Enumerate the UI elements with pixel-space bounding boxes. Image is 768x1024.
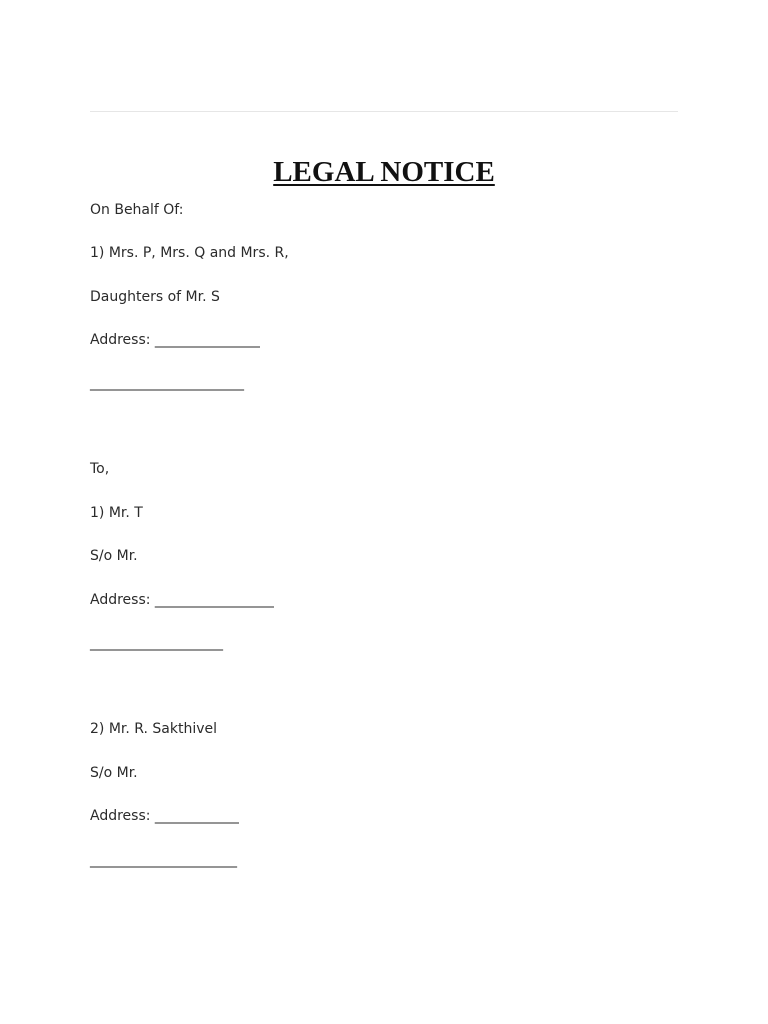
recipient-2-address-line-2: _____________________ (90, 852, 237, 868)
recipient-2-address-field: Address: ____________ (90, 808, 239, 824)
to-label: To, (90, 461, 110, 477)
sender-address-line-2: ______________________ (90, 375, 244, 391)
recipient-2-relation: S/o Mr. (90, 765, 138, 781)
recipient-1-relation: S/o Mr. (90, 548, 138, 564)
recipient-2-name: 2) Mr. R. Sakthivel (90, 721, 218, 737)
recipient-1-name: 1) Mr. T (90, 505, 143, 521)
header-divider (90, 111, 678, 112)
sender-address-field: Address: _______________ (90, 332, 260, 348)
recipient-1-address-line-2: ___________________ (90, 635, 223, 651)
document-title: LEGAL NOTICE (273, 156, 495, 188)
on-behalf-of-label: On Behalf Of: (90, 202, 184, 218)
sender-names: 1) Mrs. P, Mrs. Q and Mrs. R, (90, 245, 289, 261)
recipient-1-address-field: Address: _________________ (90, 592, 274, 608)
sender-relation: Daughters of Mr. S (90, 289, 220, 305)
